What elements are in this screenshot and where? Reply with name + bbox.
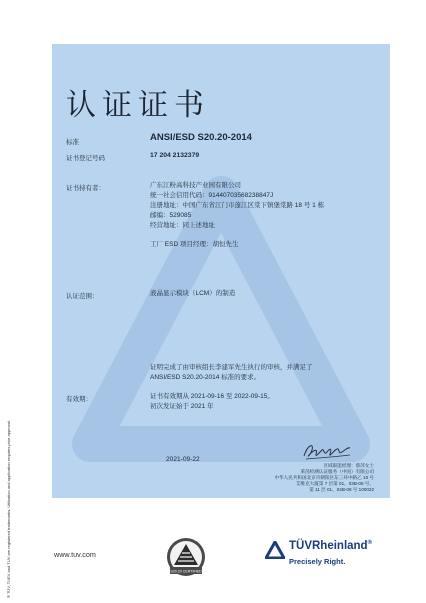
tuv-tagline: Precisely Right.	[289, 557, 346, 566]
tuv-triangle-icon	[265, 541, 285, 559]
scope-label: 认证范围：	[66, 293, 99, 300]
tuv-brand-name: TÜVRheinland®	[289, 540, 373, 552]
holder-line: 统一社会信用代码：91440703568238847J	[150, 192, 274, 199]
validity-line: 初次发证始于 2021 年	[150, 403, 214, 410]
signer-line: 第 11 层 01、04B-08 号 100022	[309, 487, 374, 492]
certificate-title: 认证证书	[66, 88, 210, 123]
signature-icon	[300, 440, 354, 464]
audit-statement-line: 证明完成了由审核组长李建军先生执行的审核，并满足了	[150, 364, 313, 371]
validity-label: 有效期：	[66, 396, 92, 403]
holder-label: 证书持有者：	[66, 185, 105, 192]
signer-line: 区域职能经理：蔡萍女士	[323, 463, 374, 468]
standard-value: ANSI/ESD S20.20-2014	[150, 132, 252, 143]
holder-line: 广东江粉高科技产业园有限公司	[150, 182, 241, 189]
signer-line: 艾维克大厦第 7 层第 01、03B-08 号、	[295, 481, 374, 486]
holder-line: 注册地址：中国广东省江门市蓬江区棠下镇堡棠路 18 号 1 栋	[150, 202, 325, 209]
holder-line: 邮编：529085	[150, 212, 192, 219]
trademark-notice: ® TÜV, TUEV and TUV are registered trademarks. Utilisation and application requires prior approval.	[6, 420, 11, 598]
esd-certified-badge-icon	[166, 533, 206, 583]
scope-value: 液晶显示模块（LCM）的制造	[150, 290, 236, 297]
reg-number-value: 17 204 2132379	[150, 152, 200, 159]
signer-line: 莱茵检测认证服务（中国）有限公司	[300, 469, 374, 474]
factory-manager: 工厂 ESD 项目经理：胡恒先生	[150, 241, 239, 248]
holder-line: 经营地址：同上述地址	[150, 222, 215, 229]
standard-label: 标准	[66, 139, 79, 146]
issue-date: 2021-09-22	[166, 456, 200, 463]
esd-badge-text: S20.20 CERTIFIED	[170, 569, 202, 574]
audit-statement-line: ANSI/ESD S20.20-2014 标准的要求。	[150, 374, 261, 381]
reg-number-label: 证书登记号码	[66, 155, 105, 162]
footer-url-link[interactable]: www.tuv.com	[54, 550, 96, 559]
signer-block	[274, 463, 374, 493]
signer-line: 中华人民共和国北京市朝阳区东三环中路乙 10 号	[274, 475, 374, 480]
validity-line: 证书有效期从 2021-09-16 至 2022-09-15。	[150, 393, 274, 400]
